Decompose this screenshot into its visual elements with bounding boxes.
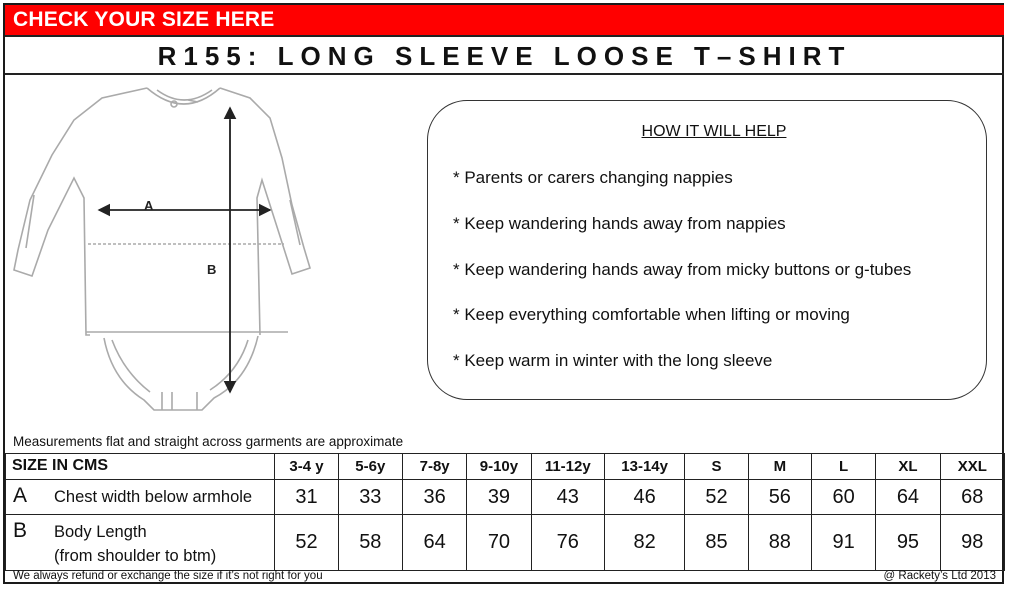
size-col-header: 13-14y — [604, 454, 684, 480]
table-cell: 64 — [876, 480, 940, 515]
size-col-header: 7-8y — [402, 454, 466, 480]
table-cell: 39 — [467, 480, 531, 515]
help-box — [427, 100, 987, 400]
banner — [5, 5, 1004, 35]
size-header-text: SIZE IN CMS — [12, 457, 109, 474]
size-col-header: 9-10y — [467, 454, 531, 480]
table-cell: 85 — [685, 515, 748, 571]
table-cell: 56 — [748, 480, 811, 515]
table-cell: 58 — [338, 515, 402, 571]
table-cell: 31 — [275, 480, 338, 515]
size-col-header: 5-6y — [338, 454, 402, 480]
table-row-length — [6, 515, 1005, 571]
label-b: B — [207, 262, 217, 277]
size-header-row — [6, 454, 1005, 480]
table-cell: 70 — [467, 515, 531, 571]
help-item: * Keep wandering hands away from nappies — [453, 214, 786, 233]
table-cell: 60 — [811, 480, 875, 515]
table-cell: 46 — [604, 480, 684, 515]
size-col-header: S — [685, 454, 748, 480]
size-col-header: XL — [876, 454, 940, 480]
table-row-chest — [6, 480, 1005, 515]
garment-diagram — [12, 80, 312, 415]
row-label-length — [6, 515, 275, 571]
row-letter: A — [13, 484, 28, 507]
table-cell: 91 — [811, 515, 875, 571]
table-cell: 98 — [940, 515, 1004, 571]
label-a: A — [144, 198, 154, 213]
help-item: * Keep everything comfortable when lifting or moving — [453, 305, 850, 324]
product-title: R155: LONG SLEEVE LOOSE T–SHIRT — [157, 41, 852, 71]
row-label-text: Chest width below armhole — [54, 488, 253, 506]
size-col-header: L — [811, 454, 875, 480]
help-item: * Parents or carers changing nappies — [453, 168, 733, 187]
table-cell: 82 — [604, 515, 684, 571]
refund-note: We always refund or exchange the size if it’s not right for you — [13, 570, 323, 582]
table-cell: 52 — [275, 515, 338, 571]
size-col-header: XXL — [940, 454, 1004, 480]
table-cell: 95 — [876, 515, 940, 571]
row-letter: B — [13, 519, 28, 542]
help-item: * Keep warm in winter with the long sleeve — [453, 351, 773, 370]
garment-outline — [14, 88, 310, 410]
row-label-text: Body Length — [54, 523, 147, 541]
help-title: HOW IT WILL HELP — [641, 123, 787, 140]
table-cell: 68 — [940, 480, 1004, 515]
table-cell: 33 — [338, 480, 402, 515]
banner-text: CHECK YOUR SIZE HERE — [13, 8, 275, 31]
table-cell: 88 — [748, 515, 811, 571]
row-label-chest — [6, 480, 275, 515]
table-cell: 76 — [531, 515, 604, 571]
table-cell: 52 — [685, 480, 748, 515]
size-col-header: 3-4 y — [275, 454, 338, 480]
copyright: @ Rackety’s Ltd 2013 — [883, 570, 996, 582]
measurement-note: Measurements flat and straight across garments are approximate — [13, 434, 404, 449]
help-item: * Keep wandering hands away from micky buttons or g-tubes — [453, 260, 912, 279]
size-table — [5, 453, 1005, 571]
table-cell: 43 — [531, 480, 604, 515]
size-col-header: 11-12y — [531, 454, 604, 480]
size-col-header: M — [748, 454, 811, 480]
size-header-label — [6, 454, 275, 480]
table-cell: 64 — [402, 515, 466, 571]
table-cell: 36 — [402, 480, 466, 515]
title-bar — [5, 35, 1004, 75]
row-label-subtext: (from shoulder to btm) — [54, 547, 217, 565]
